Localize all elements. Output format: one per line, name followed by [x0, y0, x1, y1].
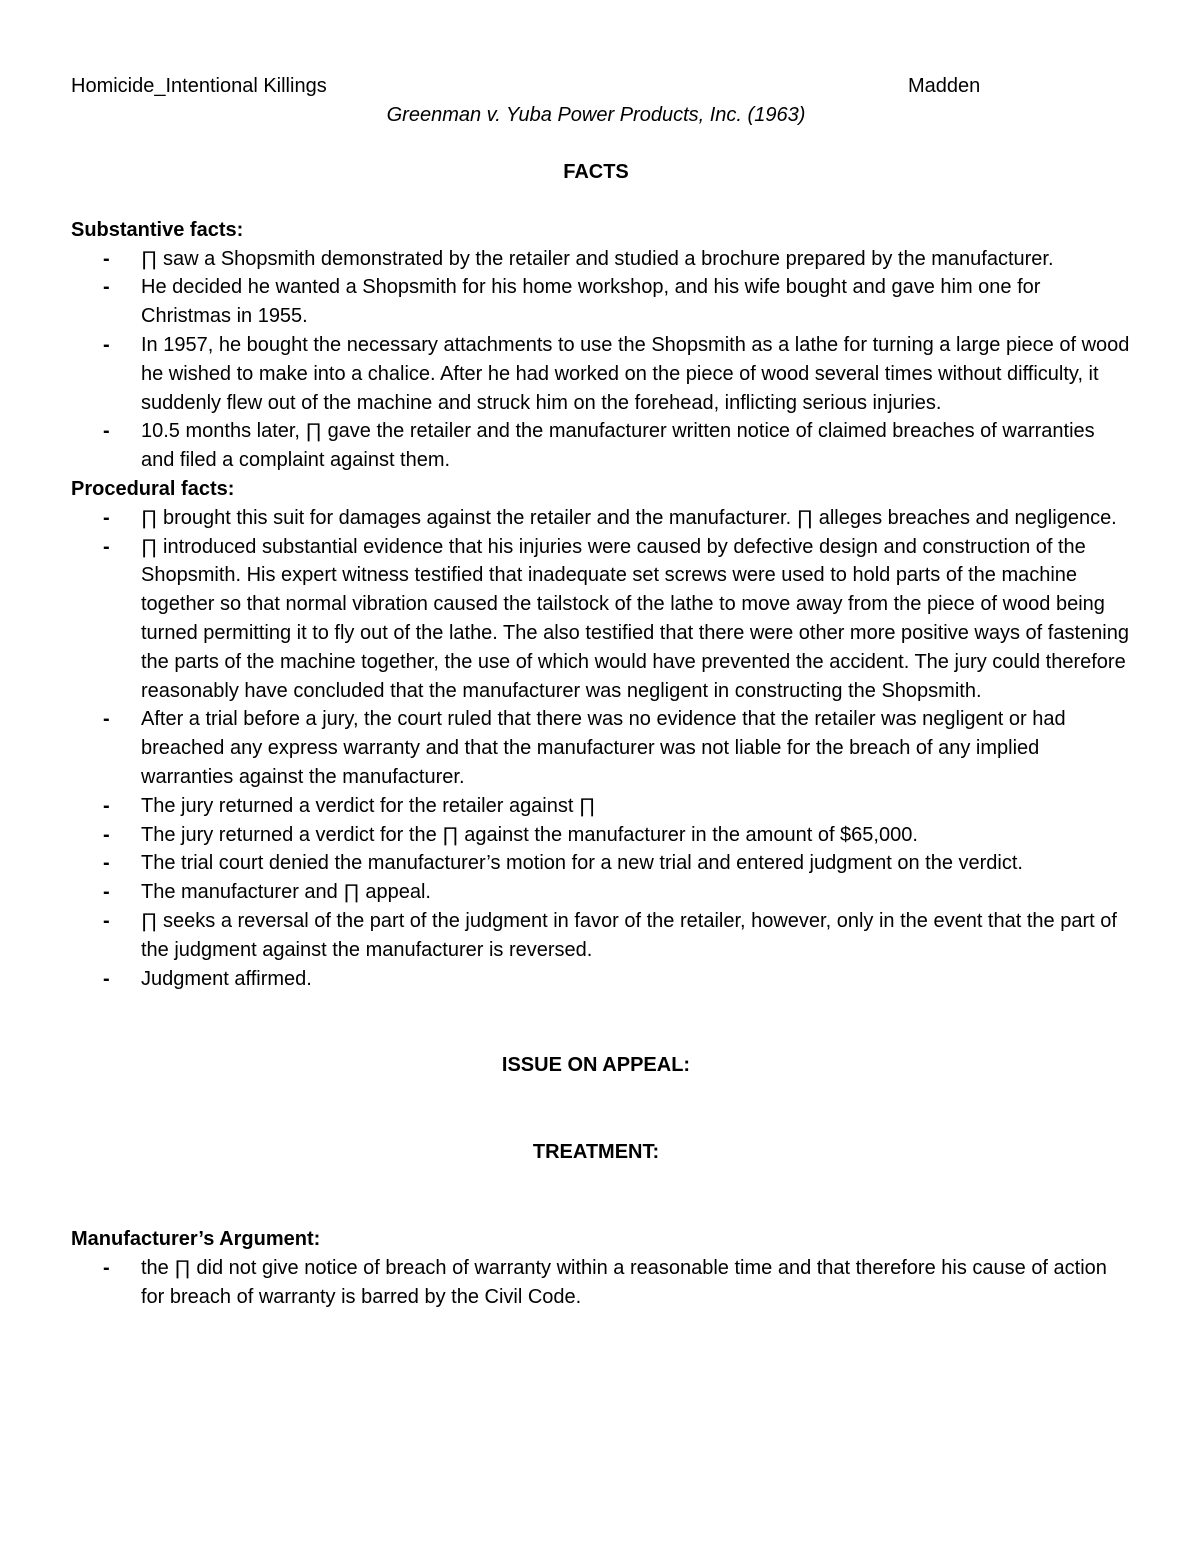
case-title: Greenman v. Yuba Power Products, Inc. (1963) [386, 104, 806, 126]
list-item-text: The trial court denied the manufacturer’s motion for a new trial and entered judgment on the verdict. [141, 852, 1023, 875]
list-item [71, 533, 1131, 706]
issue-heading: ISSUE ON APPEAL: [501, 1054, 691, 1077]
list-item [71, 273, 1131, 331]
list-item [71, 245, 1131, 274]
list-item-text: 10.5 months later, ∏ gave the retailer and the manufacturer written notice of claimed breaches of warranties and filed a complaint against them. [141, 420, 1095, 472]
bullet-dash: - [103, 909, 110, 932]
course-title: Homicide_Intentional Killings [71, 75, 327, 97]
bullet-dash: - [103, 967, 110, 990]
bullet-dash: - [103, 420, 110, 443]
list-item [71, 417, 1131, 475]
list-item [71, 878, 1131, 907]
list-item-text: The jury returned a verdict for the retailer against ∏ [141, 794, 596, 817]
list-item [71, 705, 1131, 791]
list-item [71, 504, 1131, 533]
bullet-dash: - [103, 881, 110, 904]
manufacturer-argument-label: Manufacturer’s Argument: [71, 1227, 321, 1250]
procedural-facts-list [71, 504, 1131, 994]
bullet-dash: - [103, 506, 110, 529]
list-item-text: the ∏ did not give notice of breach of warranty within a reasonable time and that therefore his cause of action for breach of warranty is barred by the Civil Code. [141, 1256, 1107, 1308]
bullet-dash: - [103, 535, 110, 558]
list-item [71, 907, 1131, 965]
bullet-dash: - [103, 1256, 110, 1279]
list-item-text: ∏ brought this suit for damages against the retailer and the manufacturer. ∏ alleges breaches and negligence. [141, 506, 1117, 529]
list-item [71, 792, 1131, 821]
list-item [71, 821, 1131, 850]
list-item-text: ∏ saw a Shopsmith demonstrated by the retailer and studied a brochure prepared by the manufacturer. [141, 247, 1054, 270]
list-item-text: In 1957, he bought the necessary attachments to use the Shopsmith as a lathe for turning a large piece of wood he wished to make into a chalice. After he had worked on the piece of wood several times without difficulty, it suddenly flew out of the machine and struck him on the forehead, inflicting serious injuries. [141, 333, 1130, 414]
substantive-facts-list [71, 245, 1131, 475]
bullet-dash: - [103, 852, 110, 875]
list-item-text: After a trial before a jury, the court ruled that there was no evidence that the retailer was negligent or had breached any express warranty and that the manufacturer was not liable for the breach of any implied warranties against the manufacturer. [141, 708, 1066, 788]
manufacturer-argument-list [71, 1254, 1131, 1312]
author-name: Madden [908, 75, 981, 97]
list-item-text: ∏ introduced substantial evidence that his injuries were caused by defective design and construction of the Shopsmith. His expert witness testified that inadequate set screws were used to hold parts of the machine together so that normal vibration caused the tailstock of the lathe to move away from the piece of wood being turned permitting it to fly out of the lathe. The also testified that there were other more positive ways of fastening the parts of the machine together, the use of which would have prevented the accident. The jury could therefore reasonably have concluded that the manufacturer was negligent in constructing the Shopsmith. [141, 535, 1129, 702]
bullet-dash: - [103, 276, 110, 299]
list-item-text: He decided he wanted a Shopsmith for his home workshop, and his wife bought and gave him one for Christmas in 1955. [141, 276, 1041, 328]
list-item [71, 1254, 1131, 1312]
list-item-text: The manufacturer and ∏ appeal. [141, 881, 431, 904]
list-item [71, 331, 1131, 417]
bullet-dash: - [103, 794, 110, 817]
list-item [71, 849, 1131, 878]
list-item-text: Judgment affirmed. [141, 967, 312, 990]
bullet-dash: - [103, 333, 110, 356]
bullet-dash: - [103, 708, 110, 731]
bullet-dash: - [103, 247, 110, 270]
list-item [71, 965, 1131, 994]
treatment-heading: TREATMENT: [532, 1141, 660, 1164]
substantive-facts-label: Substantive facts: [71, 218, 244, 241]
list-item-text: The jury returned a verdict for the ∏ against the manufacturer in the amount of $65,000. [141, 823, 918, 846]
facts-heading: FACTS [563, 161, 629, 183]
document-page [71, 72, 1131, 1311]
list-item-text: ∏ seeks a reversal of the part of the judgment in favor of the retailer, however, only in the event that the part of the judgment against the manufacturer is reversed. [141, 909, 1117, 961]
page-header [71, 72, 1131, 101]
bullet-dash: - [103, 823, 110, 846]
procedural-facts-label: Procedural facts: [71, 477, 235, 500]
